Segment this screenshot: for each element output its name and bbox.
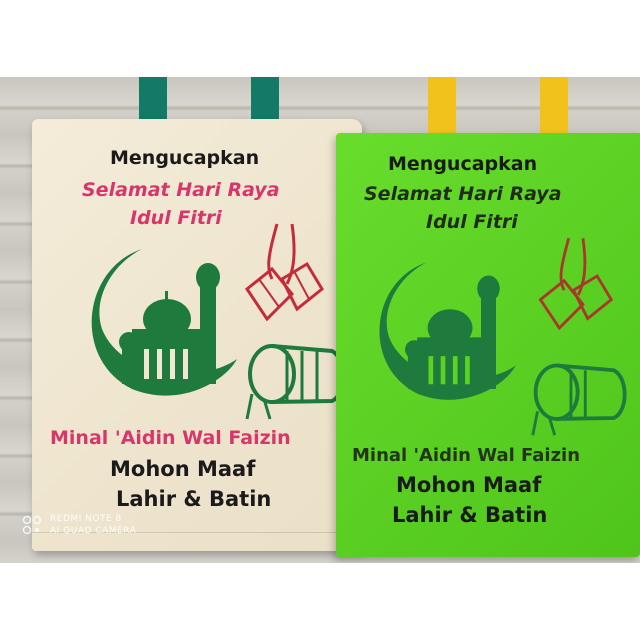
bag-apology-text: Mohon Maaf bbox=[396, 473, 542, 497]
cream-tote-bag bbox=[32, 119, 362, 551]
green-tote-bag bbox=[336, 133, 640, 557]
watermark-camera: AI QUAD CAMERA bbox=[50, 526, 137, 536]
bag-title-text-2: Idul Fitri bbox=[426, 211, 518, 233]
bag-wish-text: Minal 'Aidin Wal Faizin bbox=[50, 427, 291, 449]
bag-title-text: Selamat Hari Raya bbox=[364, 183, 562, 205]
crescent-mosque-icon bbox=[62, 239, 242, 399]
bedug-drum-icon bbox=[528, 358, 633, 436]
bag-wish-text: Minal 'Aidin Wal Faizin bbox=[352, 445, 581, 466]
green-bag-handle-left bbox=[428, 77, 456, 137]
green-bag-handle-right bbox=[540, 77, 568, 137]
ketupat-icon bbox=[237, 219, 327, 329]
crescent-mosque-icon bbox=[351, 253, 521, 403]
ketupat-icon bbox=[531, 233, 616, 338]
bag-title-text: Selamat Hari Raya bbox=[82, 179, 280, 201]
bag-greeting-text: Mengucapkan bbox=[388, 153, 538, 175]
product-photo bbox=[0, 77, 640, 563]
watermark-device: REDMI NOTE 8 bbox=[50, 514, 122, 524]
bag-apology-text-2: Lahir & Batin bbox=[116, 487, 272, 511]
bag-title-text-2: Idul Fitri bbox=[130, 207, 222, 229]
quad-camera-icon bbox=[22, 515, 44, 537]
bag-apology-text: Mohon Maaf bbox=[110, 457, 256, 481]
bag-apology-text-2: Lahir & Batin bbox=[392, 503, 548, 527]
bag-greeting-text: Mengucapkan bbox=[110, 147, 260, 169]
